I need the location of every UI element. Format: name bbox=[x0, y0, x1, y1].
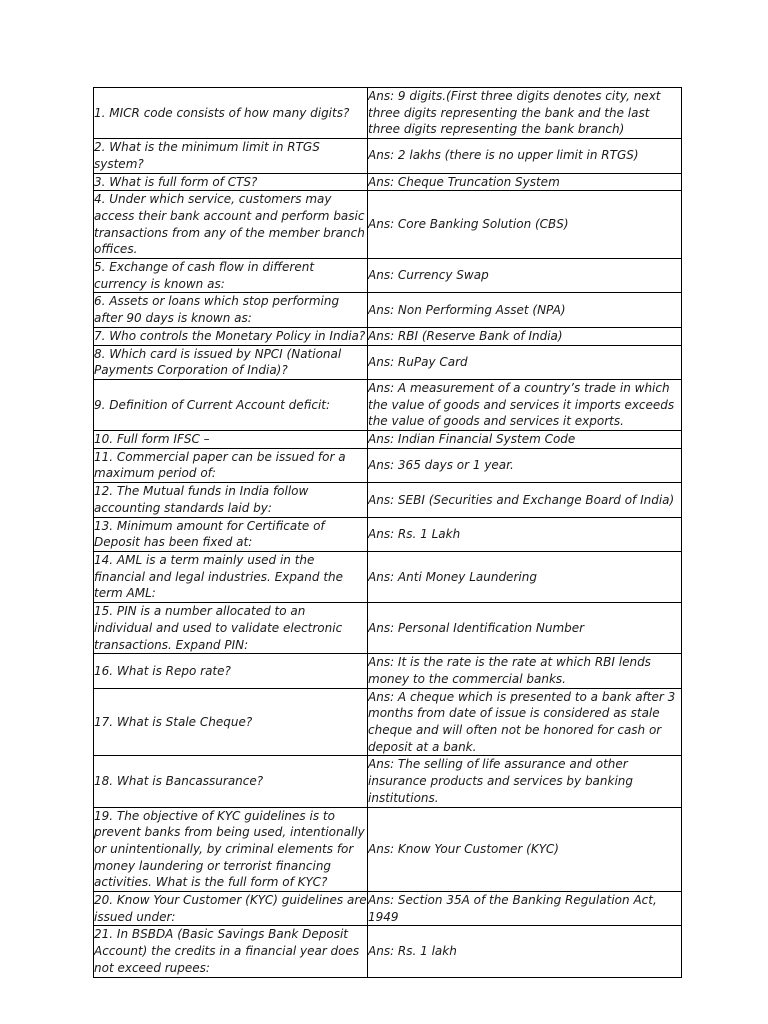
qa-table-body bbox=[94, 88, 682, 978]
question-cell: 16. What is Repo rate? bbox=[94, 654, 368, 688]
table-row bbox=[94, 551, 682, 602]
table-row bbox=[94, 688, 682, 756]
question-cell: 21. In BSBDA (Basic Savings Bank Deposit Account) the credits in a financial year does not exceed rupees: bbox=[94, 926, 368, 977]
question-cell: 18. What is Bancassurance? bbox=[94, 756, 368, 807]
answer-cell: Ans: Non Performing Asset (NPA) bbox=[368, 293, 682, 327]
answer-cell: Ans: Anti Money Laundering bbox=[368, 551, 682, 602]
question-cell: 3. What is full form of CTS? bbox=[94, 173, 368, 191]
question-cell: 9. Definition of Current Account deficit: bbox=[94, 379, 368, 430]
answer-cell: Ans: 365 days or 1 year. bbox=[368, 448, 682, 482]
table-row bbox=[94, 517, 682, 551]
answer-cell: Ans: Know Your Customer (KYC) bbox=[368, 807, 682, 892]
question-cell: 14. AML is a term mainly used in the financial and legal industries. Expand the term AML: bbox=[94, 551, 368, 602]
question-cell: 15. PIN is a number allocated to an individual and used to validate electronic transactions. Expand PIN: bbox=[94, 603, 368, 654]
answer-cell: Ans: SEBI (Securities and Exchange Board of India) bbox=[368, 483, 682, 517]
question-cell: 6. Assets or loans which stop performing after 90 days is known as: bbox=[94, 293, 368, 327]
answer-cell: Ans: The selling of life assurance and other insurance products and services by banking institutions. bbox=[368, 756, 682, 807]
table-row bbox=[94, 327, 682, 345]
qa-table bbox=[93, 87, 682, 978]
answer-cell: Ans: It is the rate is the rate at which RBI lends money to the commercial banks. bbox=[368, 654, 682, 688]
table-row bbox=[94, 603, 682, 654]
answer-cell: Ans: Rs. 1 lakh bbox=[368, 926, 682, 977]
answer-cell: Ans: Core Banking Solution (CBS) bbox=[368, 191, 682, 259]
table-row bbox=[94, 654, 682, 688]
answer-cell: Ans: 9 digits.(First three digits denotes city, next three digits representing the bank and the last three digits representing the bank branch) bbox=[368, 88, 682, 139]
table-row bbox=[94, 259, 682, 293]
table-row bbox=[94, 88, 682, 139]
question-cell: 20. Know Your Customer (KYC) guidelines are issued under: bbox=[94, 892, 368, 926]
answer-cell: Ans: Cheque Truncation System bbox=[368, 173, 682, 191]
answer-cell: Ans: Section 35A of the Banking Regulation Act, 1949 bbox=[368, 892, 682, 926]
table-row bbox=[94, 173, 682, 191]
table-row bbox=[94, 139, 682, 173]
table-row bbox=[94, 293, 682, 327]
table-row bbox=[94, 756, 682, 807]
question-cell: 4. Under which service, customers may access their bank account and perform basic transactions from any of the member branch offices. bbox=[94, 191, 368, 259]
table-row bbox=[94, 431, 682, 449]
table-row bbox=[94, 892, 682, 926]
question-cell: 7. Who controls the Monetary Policy in India? bbox=[94, 327, 368, 345]
answer-cell: Ans: Indian Financial System Code bbox=[368, 431, 682, 449]
answer-cell: Ans: A cheque which is presented to a bank after 3 months from date of issue is considered as stale cheque and will often not be honored for cash or deposit at a bank. bbox=[368, 688, 682, 756]
table-row bbox=[94, 483, 682, 517]
question-cell: 13. Minimum amount for Certificate of Deposit has been fixed at: bbox=[94, 517, 368, 551]
table-row bbox=[94, 191, 682, 259]
answer-cell: Ans: Currency Swap bbox=[368, 259, 682, 293]
question-cell: 5. Exchange of cash flow in different currency is known as: bbox=[94, 259, 368, 293]
question-cell: 2. What is the minimum limit in RTGS system? bbox=[94, 139, 368, 173]
question-cell: 1. MICR code consists of how many digits? bbox=[94, 88, 368, 139]
question-cell: 8. Which card is issued by NPCI (National Payments Corporation of India)? bbox=[94, 345, 368, 379]
answer-cell: Ans: RuPay Card bbox=[368, 345, 682, 379]
answer-cell: Ans: Rs. 1 Lakh bbox=[368, 517, 682, 551]
table-row bbox=[94, 926, 682, 977]
answer-cell: Ans: 2 lakhs (there is no upper limit in RTGS) bbox=[368, 139, 682, 173]
question-cell: 10. Full form IFSC – bbox=[94, 431, 368, 449]
answer-cell: Ans: Personal Identification Number bbox=[368, 603, 682, 654]
table-row bbox=[94, 379, 682, 430]
answer-cell: Ans: A measurement of a country’s trade in which the value of goods and services it imports exceeds the value of goods and services it exports. bbox=[368, 379, 682, 430]
question-cell: 19. The objective of KYC guidelines is to prevent banks from being used, intentionally or unintentionally, by criminal elements for money laundering or terrorist financing activities. What is the full form of KYC? bbox=[94, 807, 368, 892]
answer-cell: Ans: RBI (Reserve Bank of India) bbox=[368, 327, 682, 345]
table-row bbox=[94, 345, 682, 379]
question-cell: 17. What is Stale Cheque? bbox=[94, 688, 368, 756]
question-cell: 11. Commercial paper can be issued for a maximum period of: bbox=[94, 448, 368, 482]
question-cell: 12. The Mutual funds in India follow accounting standards laid by: bbox=[94, 483, 368, 517]
table-row bbox=[94, 448, 682, 482]
table-row bbox=[94, 807, 682, 892]
